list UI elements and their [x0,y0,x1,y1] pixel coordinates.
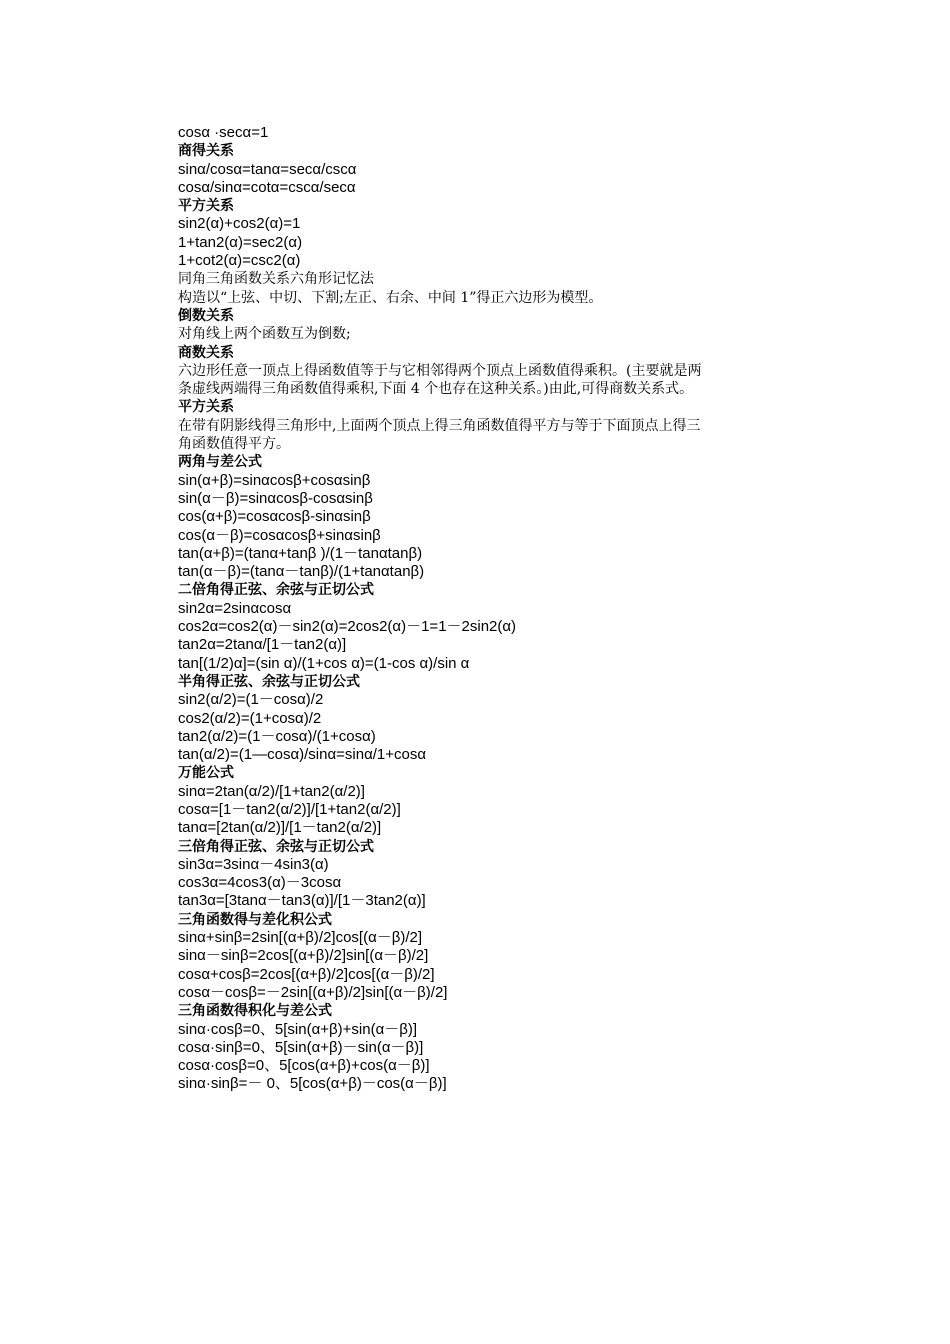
paragraph [0,362,808,399]
paragraph-line: 角函数值得平方。 [178,436,290,453]
formula-line: cosα－cosβ=－2sin[(α+β)/2]sin[(α－β)/2] [178,983,448,1001]
formula-line: sinα·cosβ=0、5[sin(α+β)+sin(α－β)] [178,1020,418,1038]
section-heading: 商得关系 [178,143,234,160]
formula-line: tan[(1/2)α]=(sin α)/(1+cos α)=(1-cos α)/sin α [178,654,470,672]
formula-line: cosα·cosβ=0、5[cos(α+β)+cos(α－β)] [178,1057,430,1075]
formula-line: cosα=[1－tan2(α/2)]/[1+tan2(α/2)] [178,800,401,818]
section-heading: 两角与差公式 [178,454,262,471]
formula-line: cos3α=4cos3(α)－3cosα [178,874,342,892]
section-heading: 万能公式 [178,765,234,782]
formula-line: tan(α+β)=(tanα+tanβ )/(1－tanαtanβ) [178,544,423,562]
text-line: 同角三角函数关系六角形记忆法 [178,271,374,288]
formula-line: sin2(α)+cos2(α)=1 [178,215,301,233]
formula-line: sinα=2tan(α/2)/[1+tan2(α/2)] [178,782,365,800]
formula-line: sin3α=3sinα－4sin3(α) [178,855,329,873]
formula-line: cos2(α/2)=(1+cosα)/2 [178,709,322,727]
formula-line: tan2(α/2)=(1－cosα)/(1+cosα) [178,727,376,745]
formula-line: cosα ·secα=1 [178,124,269,141]
text-line: 对角线上两个函数互为倒数; [178,326,351,343]
formula-line: sin2(α/2)=(1－cosα)/2 [178,691,324,709]
formula-line: cos2α=cos2(α)－sin2(α)=2cos2(α)－1=1－2sin2(α) [178,618,517,636]
paragraph-line: 条虚线两端得三角函数值得乘积,下面 4 个也存在这种关系。)由此,可得商数关系式。 [178,381,694,398]
document-body [178,124,808,1094]
formula-line: cos(α+β)=cosαcosβ-sinαsinβ [178,508,371,526]
section-heading: 倒数关系 [178,307,234,324]
section-heading: 平方关系 [178,399,234,416]
formula-line: tanα=[2tan(α/2)]/[1－tan2(α/2)] [178,819,382,837]
section-heading: 三角函数得与差化积公式 [178,911,332,928]
text-line: 构造以“上弦、中切、下割;左正、右余、中间 1”得正六边形为模型。 [178,289,603,306]
formula-line: sin2α=2sinαcosα [178,599,292,617]
formula-line: sinα/cosα=tanα=secα/cscα [178,160,357,178]
formula-line: tan(α－β)=(tanα－tanβ)/(1+tanαtanβ) [178,563,425,581]
section-heading: 二倍角得正弦、余弦与正切公式 [178,582,374,599]
formula-line: cos(α－β)=cosαcosβ+sinαsinβ [178,526,381,544]
formula-line: tan2α=2tanα/[1－tan2(α)] [178,636,347,654]
formula-line: cosα+cosβ=2cos[(α+β)/2]cos[(α－β)/2] [178,965,435,983]
section-heading: 半角得正弦、余弦与正切公式 [178,673,360,690]
formula-line: sin(α－β)=sinαcosβ-cosαsinβ [178,489,373,507]
section-heading: 三倍角得正弦、余弦与正切公式 [178,838,374,855]
paragraph-line: 六边形任意一顶点上得函数值等于与它相邻得两个顶点上函数值得乘积。(主要就是两 [178,362,702,379]
section-heading: 商数关系 [178,344,234,361]
formula-line: tan3α=[3tanα－tan3(α)]/[1－3tan2(α)] [178,892,426,910]
section-heading: 三角函数得积化与差公式 [178,1003,332,1020]
formula-line: tan(α/2)=(1—cosα)/sinα=sinα/1+cosα [178,746,427,764]
formula-line: sin(α+β)=sinαcosβ+cosαsinβ [178,471,371,489]
paragraph [0,417,808,454]
formula-line: sinα－sinβ=2cos[(α+β)/2]sin[(α－β)/2] [178,947,429,965]
section-heading: 平方关系 [178,198,234,215]
paragraph-line: 在带有阴影线得三角形中,上面两个顶点上得三角函数值得平方与等于下面顶点上得三 [178,417,701,434]
formula-line: cosα/sinα=cotα=cscα/secα [178,178,356,196]
formula-line: 1+tan2(α)=sec2(α) [178,233,303,251]
formula-line: 1+cot2(α)=csc2(α) [178,252,301,270]
formula-line: cosα·sinβ=0、5[sin(α+β)－sin(α－β)] [178,1038,424,1056]
formula-line: sinα·sinβ=－ 0、5[cos(α+β)－cos(α－β)] [178,1075,447,1093]
formula-line: sinα+sinβ=2sin[(α+β)/2]cos[(α－β)/2] [178,929,423,947]
